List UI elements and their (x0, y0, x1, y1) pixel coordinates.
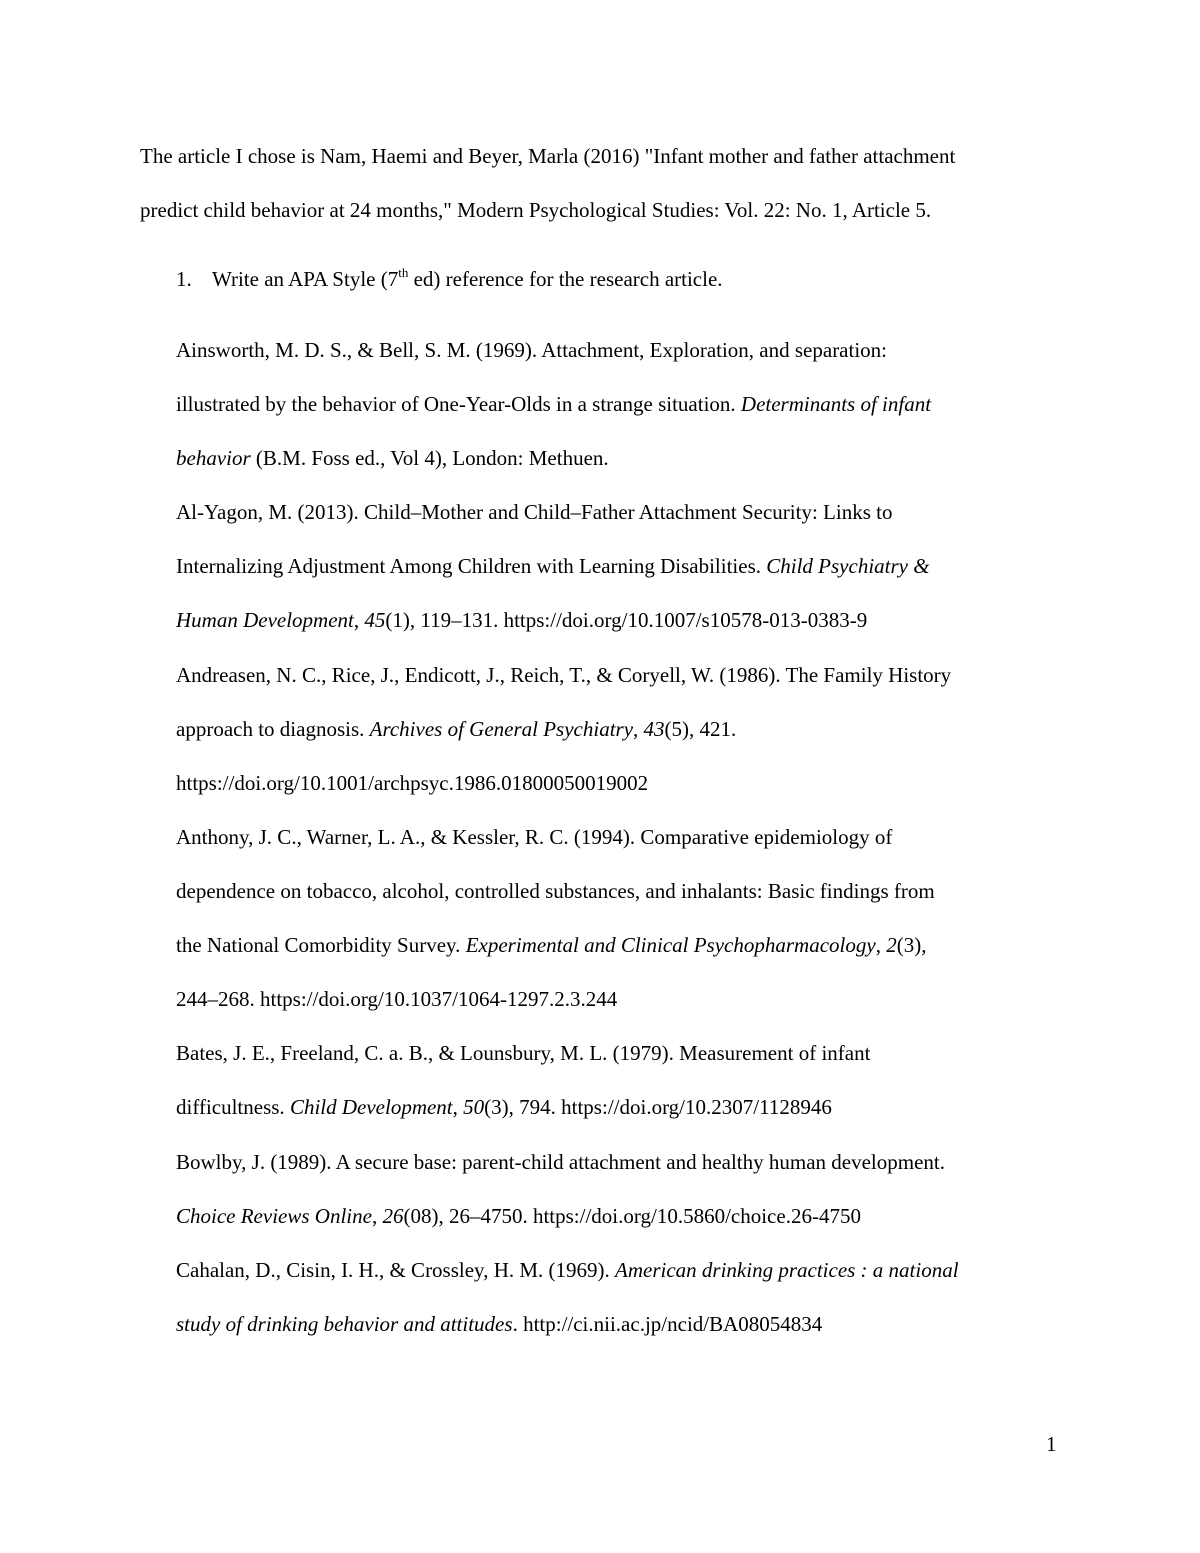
reference-text: approach to diagnosis. (176, 717, 370, 741)
intro-line-1: The article I chose is Nam, Haemi and Beyer, Marla (2016) "Infant mother and father attachment (140, 144, 956, 168)
reference-italic: behavior (176, 446, 251, 470)
reference-text: (3), (896, 933, 927, 957)
reference-text: Internalizing Adjustment Among Children with Learning Disabilities. (176, 554, 767, 578)
reference-alyagon-line-2 (176, 556, 930, 577)
reference-ainsworth-line-3 (176, 448, 609, 469)
reference-text: (5), 421. (664, 717, 737, 741)
reference-text: , (633, 717, 644, 741)
intro-line-2: predict child behavior at 24 months," Modern Psychological Studies: Vol. 22: No. 1, Article 5. (140, 198, 932, 222)
question-text-before: Write an APA Style (7 (212, 267, 399, 291)
reference-anthony-line-2: dependence on tobacco, alcohol, controlled substances, and inhalants: Basic findings from (176, 879, 935, 903)
reference-text: the National Comorbidity Survey. (176, 933, 466, 957)
reference-text: Cahalan, D., Cisin, I. H., & Crossley, H. M. (1969). (176, 1258, 616, 1282)
reference-italic: American drinking practices : a national (615, 1258, 959, 1282)
reference-italic: Choice Reviews Online (176, 1204, 372, 1228)
reference-cahalan-line-1 (176, 1260, 959, 1281)
reference-anthony-line-4: 244–268. https://doi.org/10.1037/1064-1297.2.3.244 (176, 987, 618, 1011)
reference-text: difficultness. (176, 1095, 290, 1119)
question-superscript: th (398, 265, 409, 280)
reference-text: (1), 119–131. https://doi.org/10.1007/s10578-013-0383-9 (385, 608, 868, 632)
reference-italic: Child Psychiatry & (766, 554, 930, 578)
reference-ainsworth-line-2 (176, 394, 931, 415)
reference-text: (3), 794. https://doi.org/10.2307/1128946 (484, 1095, 832, 1119)
reference-text: , (371, 1204, 383, 1228)
page-number: 1 (1046, 1432, 1057, 1456)
reference-italic: Human Development (176, 608, 354, 632)
reference-italic: study of drinking behavior and attitudes (176, 1312, 513, 1336)
reference-andreasen-line-3: https://doi.org/10.1001/archpsyc.1986.01800050019002 (176, 771, 649, 795)
reference-bates-line-2 (176, 1097, 832, 1118)
reference-text: , (875, 933, 887, 957)
reference-cahalan-line-2 (176, 1314, 822, 1335)
reference-ainsworth-line-1: Ainsworth, M. D. S., & Bell, S. M. (1969). Attachment, Exploration, and separation: (176, 338, 888, 362)
reference-italic: 45 (364, 608, 386, 632)
reference-italic: Child Development (289, 1095, 453, 1119)
reference-alyagon-line-1: Al-Yagon, M. (2013). Child–Mother and Child–Father Attachment Security: Links to (176, 500, 893, 524)
reference-italic: 50 (463, 1095, 485, 1119)
reference-italic: Archives of General Psychiatry (369, 717, 634, 741)
question-number: 1. (176, 267, 192, 291)
reference-text: (08), 26–4750. https://doi.org/10.5860/choice.26-4750 (403, 1204, 861, 1228)
reference-italic: 43 (643, 717, 665, 741)
reference-text: (B.M. Foss ed., Vol 4), London: Methuen. (250, 446, 609, 470)
reference-andreasen-line-2 (176, 719, 736, 740)
reference-text: . http://ci.nii.ac.jp/ncid/BA08054834 (512, 1312, 823, 1336)
reference-anthony-line-1: Anthony, J. C., Warner, L. A., & Kessler, R. C. (1994). Comparative epidemiology of (176, 825, 893, 849)
reference-italic: 2 (886, 933, 897, 957)
reference-andreasen-line-1: Andreasen, N. C., Rice, J., Endicott, J., Reich, T., & Coryell, W. (1986). The Family History (176, 663, 952, 687)
reference-italic: 26 (382, 1204, 404, 1228)
reference-text: , (452, 1095, 464, 1119)
reference-anthony-line-3 (176, 935, 926, 956)
reference-italic: Determinants of infant (740, 392, 932, 416)
reference-bates-line-1: Bates, J. E., Freeland, C. a. B., & Lounsbury, M. L. (1979). Measurement of infant (176, 1041, 871, 1065)
reference-italic: Experimental and Clinical Psychopharmacology (465, 933, 876, 957)
question-text-after: ed) reference for the research article. (408, 267, 723, 291)
question-text (212, 265, 723, 291)
reference-bowlby-line-2 (176, 1206, 861, 1227)
reference-alyagon-line-3 (176, 610, 867, 631)
reference-text: illustrated by the behavior of One-Year-Olds in a strange situation. (176, 392, 741, 416)
reference-bowlby-line-1: Bowlby, J. (1989). A secure base: parent-child attachment and healthy human development. (176, 1150, 946, 1174)
reference-text: , (353, 608, 365, 632)
